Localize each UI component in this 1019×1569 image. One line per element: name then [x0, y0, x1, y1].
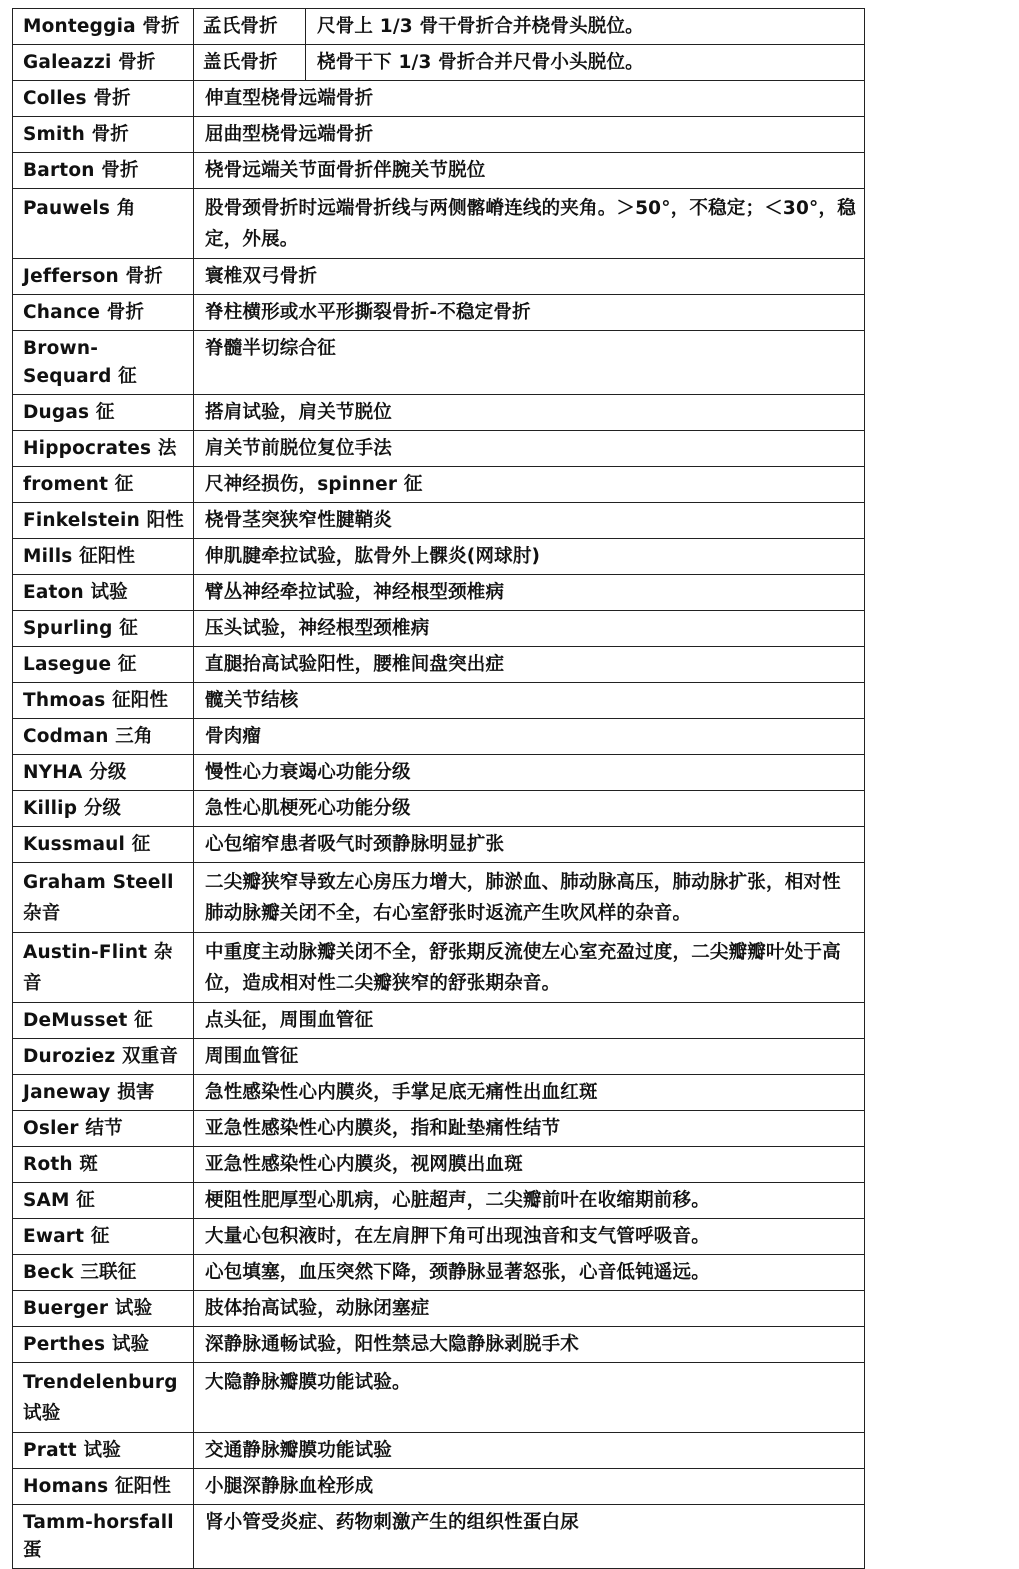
- table-row: [13, 1039, 865, 1075]
- table-row: [13, 9, 865, 45]
- table-row: [13, 1003, 865, 1039]
- table-row: [13, 153, 865, 189]
- definition-cell: 搭肩试验，肩关节脱位: [194, 395, 865, 431]
- term-cell: Austin-Flint 杂音: [13, 933, 194, 1003]
- table-row: [13, 467, 865, 503]
- definition-cell: 心包填塞，血压突然下降，颈静脉显著怒张，心音低钝遥远。: [194, 1255, 865, 1291]
- definition-cell: 尺神经损伤，spinner 征: [194, 467, 865, 503]
- definition-cell: 梗阻性肥厚型心肌病，心脏超声，二尖瓣前叶在收缩期前移。: [194, 1183, 865, 1219]
- definition-cell: 屈曲型桡骨远端骨折: [194, 117, 865, 153]
- definition-cell: 压头试验，神经根型颈椎病: [194, 611, 865, 647]
- definition-cell: 股骨颈骨折时远端骨折线与两侧髂嵴连线的夹角。＞50°，不稳定；＜30°，稳定，外展。: [194, 189, 865, 259]
- table-row: [13, 683, 865, 719]
- term-cell: Hippocrates 法: [13, 431, 194, 467]
- term-cell: Galeazzi 骨折: [13, 45, 194, 81]
- table-row: [13, 611, 865, 647]
- term-cell: Pratt 试验: [13, 1433, 194, 1469]
- table-row: [13, 863, 865, 933]
- table-row: [13, 647, 865, 683]
- table-row: [13, 45, 865, 81]
- definition-cell: 臂丛神经牵拉试验，神经根型颈椎病: [194, 575, 865, 611]
- definition-cell: 骨肉瘤: [194, 719, 865, 755]
- term-cell: Homans 征阳性: [13, 1469, 194, 1505]
- table-row: [13, 1469, 865, 1505]
- definition-cell: 大隐静脉瓣膜功能试验。: [194, 1363, 865, 1433]
- definition-cell: 亚急性感染性心内膜炎，指和趾垫痛性结节: [194, 1111, 865, 1147]
- term-cell: Dugas 征: [13, 395, 194, 431]
- term-cell: Spurling 征: [13, 611, 194, 647]
- table-row: [13, 1505, 865, 1569]
- term-cell: Kussmaul 征: [13, 827, 194, 863]
- term-cell: Colles 骨折: [13, 81, 194, 117]
- table-row: [13, 719, 865, 755]
- term-cell: Pauwels 角: [13, 189, 194, 259]
- term-cell: Mills 征阳性: [13, 539, 194, 575]
- term-cell: Killip 分级: [13, 791, 194, 827]
- definition-cell: 髋关节结核: [194, 683, 865, 719]
- definition-cell: 肾小管受炎症、药物刺激产生的组织性蛋白尿: [194, 1505, 865, 1569]
- definition-cell: 伸直型桡骨远端骨折: [194, 81, 865, 117]
- table-row: [13, 503, 865, 539]
- term-cell: Osler 结节: [13, 1111, 194, 1147]
- term-cell: Barton 骨折: [13, 153, 194, 189]
- definition-cell: 点头征，周围血管征: [194, 1003, 865, 1039]
- term-cell: Beck 三联征: [13, 1255, 194, 1291]
- table-row: [13, 431, 865, 467]
- term-cell: Buerger 试验: [13, 1291, 194, 1327]
- eponym-table-body: [13, 9, 865, 1569]
- table-row: [13, 395, 865, 431]
- table-row: [13, 1219, 865, 1255]
- definition-cell: 伸肌腱牵拉试验，肱骨外上髁炎(网球肘): [194, 539, 865, 575]
- table-row: [13, 791, 865, 827]
- definition-cell: 慢性心力衰竭心功能分级: [194, 755, 865, 791]
- table-row: [13, 1255, 865, 1291]
- table-row: [13, 1147, 865, 1183]
- definition-cell: 深静脉通畅试验，阳性禁忌大隐静脉剥脱手术: [194, 1327, 865, 1363]
- definition-cell: 桡骨干下 1/3 骨折合并尺骨小头脱位。: [306, 45, 865, 81]
- term-cell: Roth 斑: [13, 1147, 194, 1183]
- definition-cell: 心包缩窄患者吸气时颈静脉明显扩张: [194, 827, 865, 863]
- term-cell: Janeway 损害: [13, 1075, 194, 1111]
- definition-cell: 大量心包积液时，在左肩胛下角可出现浊音和支气管呼吸音。: [194, 1219, 865, 1255]
- term-cell: Brown-Sequard 征: [13, 331, 194, 395]
- term-cell: Duroziez 双重音: [13, 1039, 194, 1075]
- term-cell: froment 征: [13, 467, 194, 503]
- definition-cell: 二尖瓣狭窄导致左心房压力增大，肺淤血、肺动脉高压，肺动脉扩张，相对性肺动脉瓣关闭不全，右心室舒张时返流产生吹风样的杂音。: [194, 863, 865, 933]
- table-row: [13, 539, 865, 575]
- table-row: [13, 755, 865, 791]
- term-cell: Monteggia 骨折: [13, 9, 194, 45]
- term-cell: SAM 征: [13, 1183, 194, 1219]
- definition-cell: 脊柱横形或水平形撕裂骨折-不稳定骨折: [194, 295, 865, 331]
- table-row: [13, 259, 865, 295]
- table-row: [13, 827, 865, 863]
- table-row: [13, 1075, 865, 1111]
- definition-cell: 桡骨茎突狭窄性腱鞘炎: [194, 503, 865, 539]
- eponym-table: [12, 8, 865, 1569]
- term-cell: Thmoas 征阳性: [13, 683, 194, 719]
- table-row: [13, 575, 865, 611]
- definition-cell: 桡骨远端关节面骨折伴腕关节脱位: [194, 153, 865, 189]
- table-row: [13, 117, 865, 153]
- table-edge-mark: [865, 1262, 868, 1357]
- table-row: [13, 1291, 865, 1327]
- table-row: [13, 189, 865, 259]
- term-cell: Trendelenburg 试验: [13, 1363, 194, 1433]
- definition-cell: 尺骨上 1/3 骨干骨折合并桡骨头脱位。: [306, 9, 865, 45]
- term-cell: Eaton 试验: [13, 575, 194, 611]
- term-cell: Ewart 征: [13, 1219, 194, 1255]
- definition-cell: 肢体抬高试验，动脉闭塞症: [194, 1291, 865, 1327]
- definition-cell: 周围血管征: [194, 1039, 865, 1075]
- definition-cell: 脊髓半切综合征: [194, 331, 865, 395]
- definition-cell: 小腿深静脉血栓形成: [194, 1469, 865, 1505]
- table-row: [13, 1111, 865, 1147]
- table-row: [13, 1327, 865, 1363]
- term-cell: Smith 骨折: [13, 117, 194, 153]
- table-row: [13, 81, 865, 117]
- alias-cell: 孟氏骨折: [194, 9, 306, 45]
- definition-cell: 急性心肌梗死心功能分级: [194, 791, 865, 827]
- term-cell: Finkelstein 阳性: [13, 503, 194, 539]
- term-cell: Graham Steell 杂音: [13, 863, 194, 933]
- term-cell: Codman 三角: [13, 719, 194, 755]
- definition-cell: 直腿抬高试验阳性，腰椎间盘突出症: [194, 647, 865, 683]
- term-cell: Jefferson 骨折: [13, 259, 194, 295]
- table-row: [13, 1183, 865, 1219]
- eponym-table-sheet: [12, 8, 865, 1569]
- table-row: [13, 295, 865, 331]
- term-cell: Lasegue 征: [13, 647, 194, 683]
- alias-cell: 盖氏骨折: [194, 45, 306, 81]
- table-row: [13, 933, 865, 1003]
- term-cell: Chance 骨折: [13, 295, 194, 331]
- definition-cell: 中重度主动脉瓣关闭不全，舒张期反流使左心室充盈过度，二尖瓣瓣叶处于高位，造成相对性二尖瓣狭窄的舒张期杂音。: [194, 933, 865, 1003]
- definition-cell: 肩关节前脱位复位手法: [194, 431, 865, 467]
- table-row: [13, 1363, 865, 1433]
- term-cell: DeMusset 征: [13, 1003, 194, 1039]
- term-cell: NYHA 分级: [13, 755, 194, 791]
- term-cell: Perthes 试验: [13, 1327, 194, 1363]
- definition-cell: 寰椎双弓骨折: [194, 259, 865, 295]
- term-cell: Tamm-horsfall 蛋: [13, 1505, 194, 1569]
- definition-cell: 交通静脉瓣膜功能试验: [194, 1433, 865, 1469]
- table-row: [13, 331, 865, 395]
- definition-cell: 亚急性感染性心内膜炎，视网膜出血斑: [194, 1147, 865, 1183]
- definition-cell: 急性感染性心内膜炎，手掌足底无痛性出血红斑: [194, 1075, 865, 1111]
